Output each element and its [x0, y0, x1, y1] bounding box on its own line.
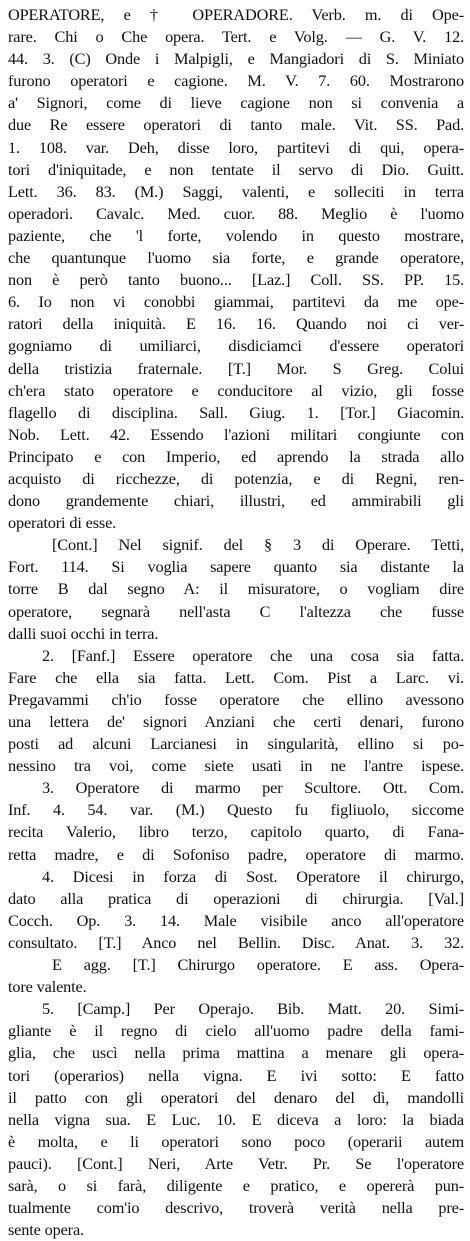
entry-line: Fort. 114. Si voglia sapere quanto sia distante la: [8, 557, 464, 577]
entry-line: ratori della iniquità. E 16. 16. Quando noi ci ver-: [8, 314, 464, 334]
entry-line: il patto con gli operatori del denaro del dì, mandolli: [8, 1087, 464, 1107]
entry-line: recita Valerio, libro terzo, capitolo quarto, di Fana-: [8, 822, 464, 842]
entry-line: operatore, segnarà nell'asta C l'altezza che fusse: [8, 601, 464, 621]
entry-line: 4. Dicesi in forza di Sost. Operatore il chirurgo,: [42, 866, 464, 886]
entry-line: 6. Io non vi conobbi giammai, partitevi da me ope-: [8, 292, 464, 312]
entry-line: tori d'iniquitade, e non tentate il servo di Dio. Guitt.: [8, 159, 464, 179]
entry-line: pauci). [Cont.] Neri, Arte Vetr. Pr. Se l'operatore: [8, 1153, 464, 1173]
entry-line: rare. Chi o Che opera. Tert. e Volg. — G. V. 12.: [8, 27, 464, 47]
entry-line: torre B dal segno A: il misuratore, o vogliam dire: [8, 579, 464, 599]
entry-line: tualmente com'io descrivo, troverà verità nella pre-: [8, 1198, 464, 1218]
entry-line: acquisto di ricchezze, di potenzia, e di Regni, ren-: [8, 468, 464, 488]
entry-line: sarà, o si farà, diligente e pratico, e opererà pun-: [8, 1175, 464, 1195]
entry-line: nessino tra voi, come siete usati in ne l'antre ispese.: [8, 756, 464, 776]
entry-line: retta madre, e di Sofoniso padre, operatore di marmo.: [8, 844, 464, 864]
entry-line: consultato. [T.] Anco nel Bellin. Disc. Anat. 3. 32.: [8, 932, 464, 952]
entry-line: tori (operarios) nella vigna. E ivi sotto: E fatto: [8, 1065, 464, 1085]
entry-line: Principato e con Imperio, ed aprendo la strada allo: [8, 446, 464, 466]
entry-line: gliante è il regno di cielo all'uomo padre della fami-: [8, 1021, 464, 1041]
entry-line: paziente, che 'l forte, volendo in questo mostrare,: [8, 225, 464, 245]
entry-line: furono operatori e cagione. M. V. 7. 60. Mostrarono: [8, 71, 464, 91]
entry-line: operadori. Cavalc. Med. cuor. 88. Meglio è l'uomo: [8, 203, 464, 223]
entry-line: E agg. [T.] Chirurgo operatore. E ass. Opera-: [52, 955, 464, 975]
entry-line: tore valente.: [8, 977, 87, 997]
entry-line: 3. Operatore di marmo per Scultore. Ott. Com.: [42, 778, 464, 798]
entry-line: Cocch. Op. 3. 14. Male visibile anco all'operatore: [8, 910, 464, 930]
entry-line: posti ad alcuni Larcianesi in singularità, ellino si po-: [8, 734, 464, 754]
entry-line: non è però tanto buono... [Laz.] Coll. SS. PP. 15.: [8, 270, 464, 290]
entry-line: Pregavammi ch'io fosse operatore che ellino avessono: [8, 689, 464, 709]
entry-line: è molta, e li operatori sono poco (operarii autem: [8, 1131, 464, 1151]
entry-line: dono grandemente chiari, illustri, ed ammirabili gli: [8, 491, 464, 511]
entry-line: Nob. Lett. 42. Essendo l'azioni militari congiunte con: [8, 424, 464, 444]
entry-line: gogniamo di umiliarci, disdiciamci d'essere operatori: [8, 336, 464, 356]
entry-line: 1. 108. var. Deh, disse loro, partitevi di qui, opera-: [8, 137, 464, 157]
entry-line: una lettera de' signori Anziani che certi denari, furono: [8, 712, 464, 731]
entry-line: della tristizia fraternale. [T.] Mor. S Greg. Colui: [8, 358, 464, 378]
entry-line: due Re essere operatori di tanto male. Vit. SS. Pad.: [8, 115, 464, 135]
entry-line: 44. 3. (C) Onde i Malpigli, e Mangiadori di S. Miniato: [8, 49, 464, 69]
entry-line: operatori di esse.: [8, 513, 117, 533]
entry-line: che quantunque l'uomo sia forte, e grande operatore,: [8, 248, 464, 268]
entry-line: flagello di disciplina. Sall. Giug. 1. [Tor.] Giacomin.: [8, 402, 464, 422]
entry-line: a' Signori, come di lieve cagione non si convenia a: [8, 93, 464, 113]
entry-line: Fare che ella sia fatta. Lett. Com. Pist a Larc. vi.: [8, 667, 464, 687]
entry-line: [Cont.] Nel signif. del § 3 di Operare. Tetti,: [52, 535, 464, 555]
entry-line: OPERATORE, e † OPERADORE. Verb. m. di Ope-: [8, 5, 464, 24]
entry-line: 2. [Fanf.] Essere operatore che una cosa sia fatta.: [42, 645, 464, 665]
entry-line: sente opera.: [8, 1220, 84, 1240]
entry-line: ch'era stato operatore e conducitore al vizio, gli fosse: [8, 380, 464, 400]
entry-line: 5. [Camp.] Per Operajo. Bib. Matt. 20. Simi-: [42, 999, 464, 1019]
entry-line: nella vigna sua. E Luc. 10. E diceva a loro: la biada: [8, 1109, 464, 1129]
entry-line: glia, che uscì nella prima mattina a menare gli opera-: [8, 1043, 464, 1063]
entry-line: Inf. 4. 54. var. (M.) Questo fu figliuolo, siccome: [8, 800, 464, 820]
entry-line: dalli suoi occhi in terra.: [8, 623, 159, 643]
entry-line: dato alla pratica di operazioni di chirurgia. [Val.]: [8, 888, 464, 908]
entry-line: Lett. 36. 83. (M.) Saggi, valenti, e solleciti in terra: [8, 181, 464, 201]
